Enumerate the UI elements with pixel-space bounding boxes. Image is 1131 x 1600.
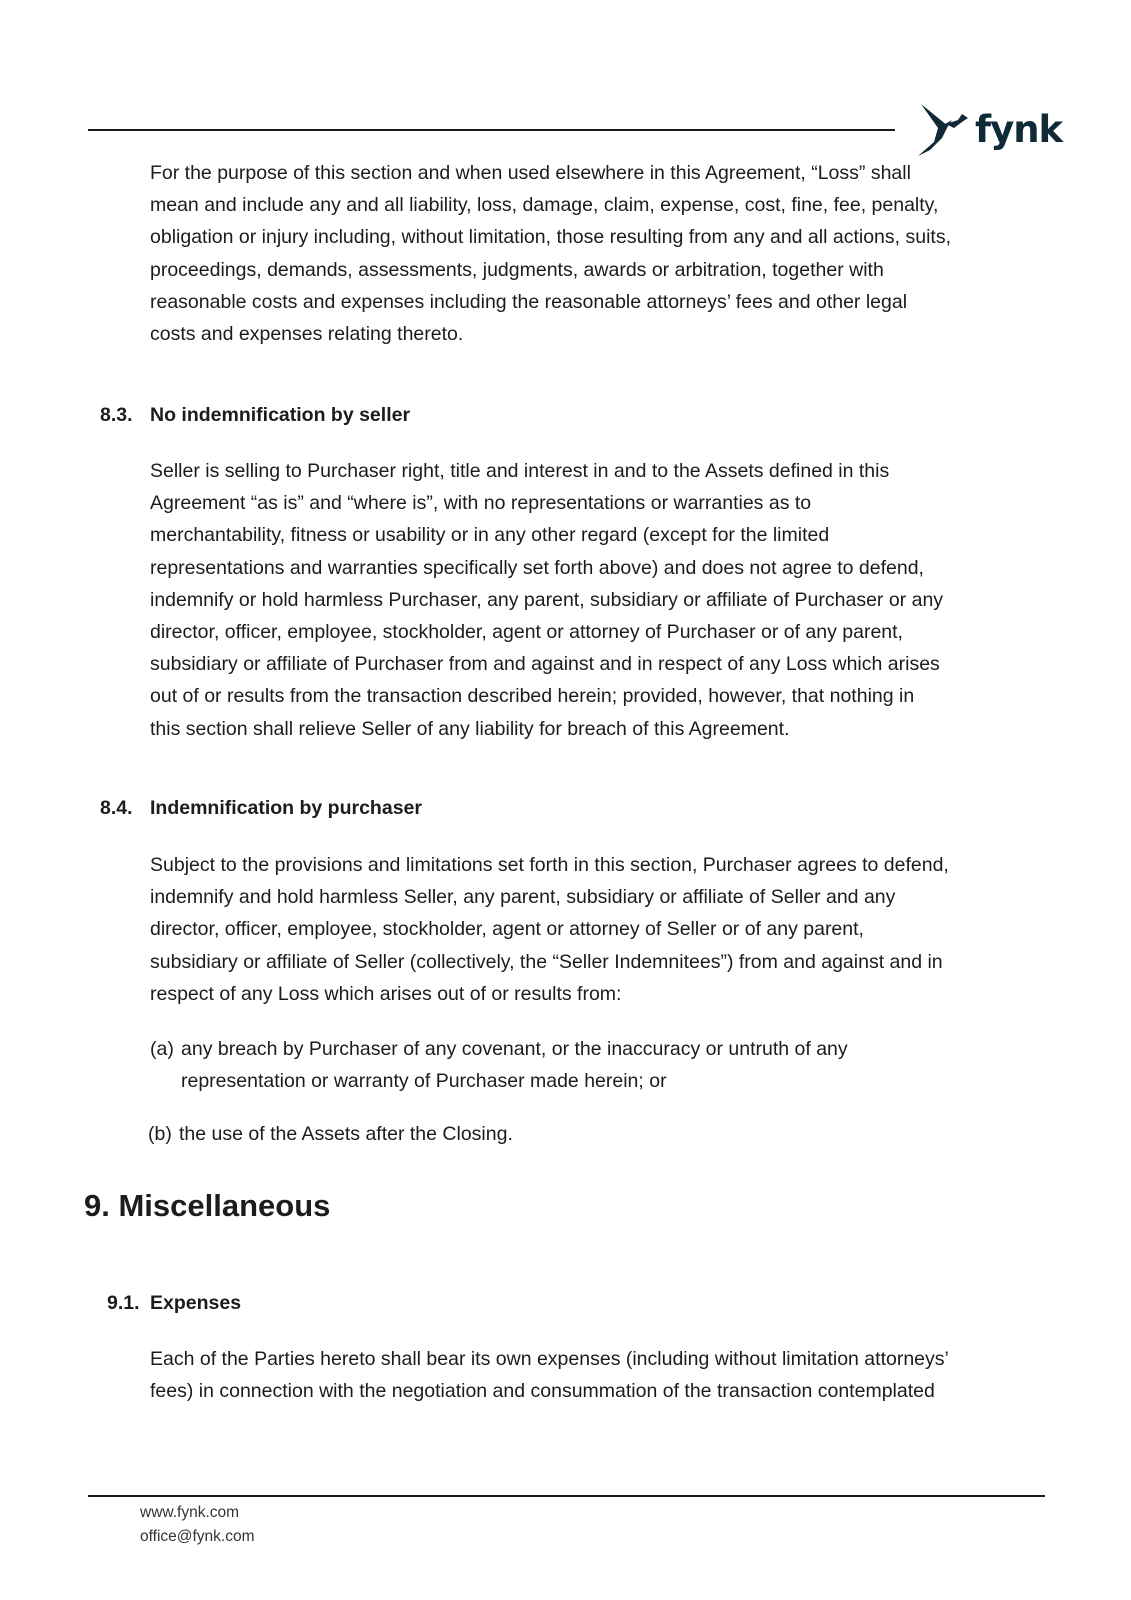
footer-divider — [88, 1495, 1045, 1497]
footer-website: www.fynk.com — [140, 1504, 240, 1521]
text-line: Agreement “as is” and “where is”, with no representations or warranties as to — [150, 492, 812, 515]
list-item-a — [150, 1033, 848, 1097]
list-marker: (a) — [150, 1038, 174, 1060]
text-line: mean and include any and all liability, loss, damage, claim, expense, cost, fine, fee, penalty, — [150, 194, 939, 217]
text-line: subsidiary or affiliate of Seller (collectively, the “Seller Indemnitees”) from and against and in — [150, 950, 943, 973]
footer-email: office@fynk.com — [140, 1528, 255, 1545]
text-line: Each of the Parties hereto shall bear its own expenses (including without limitation attorneys’ — [150, 1348, 949, 1370]
text-line: director, officer, employee, stockholder, agent or attorney of Purchaser or of any parent, — [150, 621, 903, 644]
section-number: 9. — [84, 1188, 110, 1223]
subsection-title: Expenses — [150, 1292, 242, 1314]
subsection-title: Indemnification by purchaser — [150, 797, 422, 819]
section-heading-9 — [84, 1186, 330, 1226]
header-divider — [88, 129, 895, 131]
text-line: representations and warranties specifically set forth above) and does not agree to defend, — [150, 556, 924, 579]
list-item-continuation: representation or warranty of Purchaser made herein; or — [181, 1070, 667, 1093]
list-item-b — [148, 1118, 513, 1150]
subsection-number: 9.1. — [107, 1292, 140, 1314]
bird-logo-icon — [918, 104, 974, 162]
subsection-title: No indemnification by seller — [150, 404, 411, 426]
text-line: costs and expenses relating thereto. — [150, 323, 464, 346]
text-line: out of or results from the transaction described herein; provided, however, that nothing in — [150, 685, 915, 708]
text-line: obligation or injury including, without limitation, those resulting from any and all actions, suits, — [150, 226, 951, 249]
text-line: director, officer, employee, stockholder, agent or attorney of Seller or of any parent, — [150, 918, 864, 941]
text-line: this section shall relieve Seller of any liability for breach of this Agreement. — [150, 717, 790, 740]
subsection-heading-9-1 — [107, 1288, 241, 1318]
subsection-heading-8-4 — [100, 793, 422, 823]
expenses-paragraph — [150, 1343, 1050, 1407]
list-marker: (b) — [148, 1123, 172, 1145]
text-line: proceedings, demands, assessments, judgments, awards or arbitration, together with — [150, 258, 884, 281]
text-line: indemnify and hold harmless Seller, any parent, subsidiary or affiliate of Seller and any — [150, 886, 896, 909]
list-item-text: the use of the Assets after the Closing. — [179, 1123, 513, 1145]
loss-definition-paragraph — [150, 157, 1050, 350]
subsection-number: 8.3. — [100, 404, 133, 426]
text-line: respect of any Loss which arises out of or results from: — [150, 982, 622, 1005]
no-indemnification-paragraph — [150, 455, 1050, 745]
text-line: Seller is selling to Purchaser right, title and interest in and to the Assets defined in this — [150, 460, 890, 482]
subsection-heading-8-3 — [100, 400, 410, 430]
subsection-number: 8.4. — [100, 797, 133, 819]
fynk-logo — [918, 104, 1063, 162]
text-line: merchantability, fitness or usability or in any other regard (except for the limited — [150, 524, 830, 547]
text-line: For the purpose of this section and when used elsewhere in this Agreement, “Loss” shall — [150, 162, 911, 184]
text-line: indemnify or hold harmless Purchaser, any parent, subsidiary or affiliate of Purchaser or any — [150, 588, 944, 611]
indemnification-by-purchaser-paragraph — [150, 849, 1050, 1010]
list-item-text: any breach by Purchaser of any covenant, or the inaccuracy or untruth of any — [181, 1038, 848, 1060]
text-line: reasonable costs and expenses including the reasonable attorneys’ fees and other legal — [150, 290, 908, 313]
logo-wordmark: fynk — [975, 108, 1063, 151]
text-line: Subject to the provisions and limitations set forth in this section, Purchaser agrees to defend, — [150, 854, 949, 876]
text-line: fees) in connection with the negotiation and consummation of the transaction contemplated — [150, 1380, 935, 1403]
text-line: subsidiary or affiliate of Purchaser from and against and in respect of any Loss which arises — [150, 653, 940, 676]
section-title: Miscellaneous — [118, 1188, 331, 1223]
